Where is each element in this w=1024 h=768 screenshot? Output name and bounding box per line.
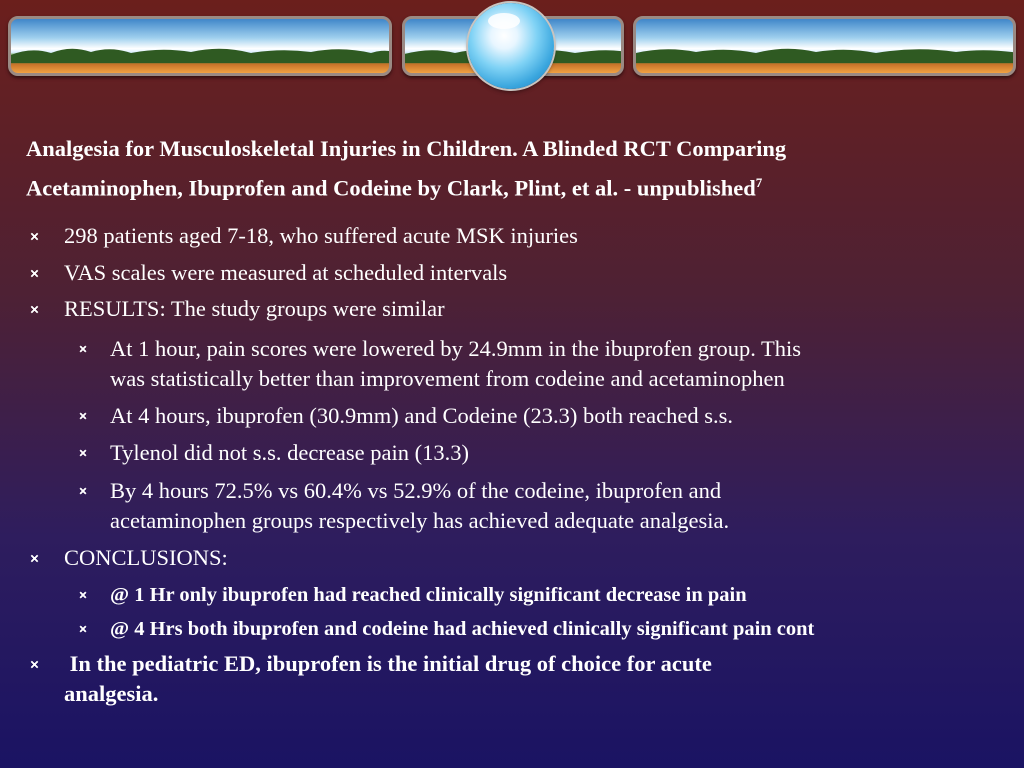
diamond-bullet-icon (77, 410, 88, 421)
diamond-bullet-icon (28, 303, 41, 316)
title-line-1: Analgesia for Musculoskeletal Injuries in Children. A Blinded RCT Comparing (26, 136, 787, 161)
sub-bullet-item: By 4 hours 72.5% vs 60.4% vs 52.9% of the codeine, ibuprofen and acetaminophen groups respectively has achieved adequate analgesia. (110, 476, 729, 536)
tree-line-left (11, 43, 392, 63)
diamond-bullet-icon (28, 658, 41, 671)
bullet-item: CONCLUSIONS: (64, 543, 228, 573)
sub-bullet-item: @ 1 Hr only ibuprofen had reached clinically significant decrease in pain (110, 578, 747, 612)
sub-bullet-item: Tylenol did not s.s. decrease pain (13.3) (110, 438, 469, 468)
tree-line-right (636, 43, 1016, 63)
landscape-panel-right (633, 16, 1016, 76)
diamond-bullet-icon (77, 447, 88, 458)
title-superscript: 7 (755, 175, 763, 190)
sub-bullet-item: At 1 hour, pain scores were lowered by 24.9mm in the ibuprofen group. This was statistically better than improvement from codeine and acetaminophen (110, 334, 801, 394)
diamond-bullet-icon (77, 589, 88, 600)
diamond-bullet-icon (77, 623, 88, 634)
slide-title (26, 132, 1006, 206)
header-banner (0, 0, 1024, 100)
sub-bullet-item: At 4 hours, ibuprofen (30.9mm) and Codeine (23.3) both reached s.s. (110, 401, 733, 431)
sub-bullet-item: @ 4 Hrs both ibuprofen and codeine had achieved clinically significant pain cont (110, 612, 814, 646)
bullet-item: RESULTS: The study groups were similar (64, 294, 445, 324)
diamond-bullet-icon (77, 343, 88, 354)
diamond-bullet-icon (28, 230, 41, 243)
diamond-bullet-icon (77, 485, 88, 496)
diamond-bullet-icon (28, 552, 41, 565)
globe-icon (468, 3, 554, 89)
bullet-item-conclusion: In the pediatric ED, ibuprofen is the initial drug of choice for acute analgesia. (64, 649, 712, 709)
bullet-item: 298 patients aged 7-18, who suffered acute MSK injuries (64, 221, 578, 251)
landscape-panel-left (8, 16, 392, 76)
title-line-2: Acetaminophen, Ibuprofen and Codeine by Clark, Plint, et al. - unpublished (26, 175, 756, 201)
diamond-bullet-icon (28, 267, 41, 280)
bullet-item: VAS scales were measured at scheduled intervals (64, 258, 507, 288)
